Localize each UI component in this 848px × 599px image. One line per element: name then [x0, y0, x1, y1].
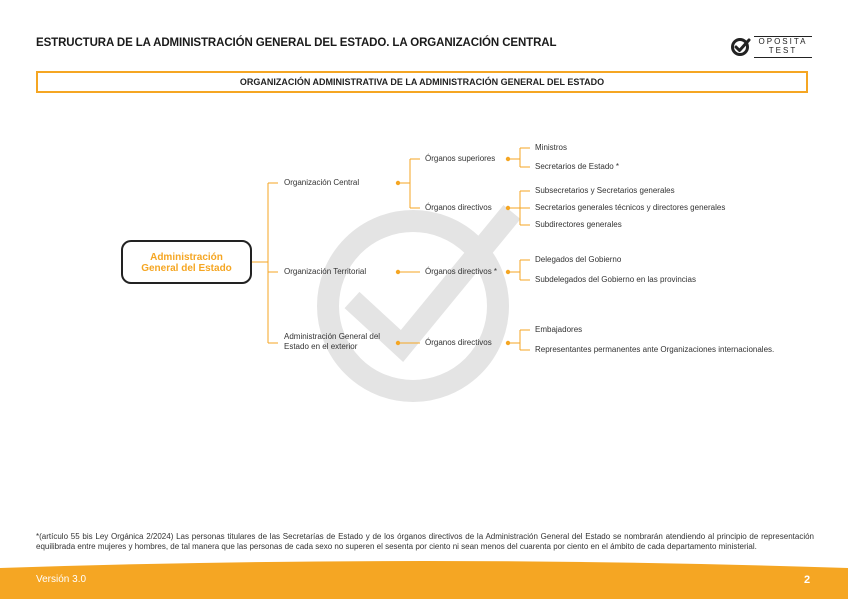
leaf-subdirectores: Subdirectores generales [535, 220, 622, 229]
leaf-ministros: Ministros [535, 143, 568, 152]
branch-exterior-line1: Administración General del [284, 332, 381, 341]
page-title: ESTRUCTURA DE LA ADMINISTRACIÓN GENERAL DEL ESTADO. LA ORGANIZACIÓN CENTRAL [36, 37, 557, 49]
branch-exterior [284, 332, 380, 352]
root-node-line2: General del Estado [141, 263, 232, 274]
leaf-secretarios-generales-tecnicos: Secretarios generales técnicos y directores generales [535, 203, 726, 212]
leaf-subsecretarios: Subsecretarios y Secretarios generales [535, 186, 675, 195]
branch-organizacion-central: Organización Central [284, 178, 360, 187]
logo-text-bottom: TEST [768, 46, 798, 55]
branch-organizacion-territorial: Organización Territorial [284, 267, 367, 276]
leaf-secretarios-estado: Secretarios de Estado * [535, 162, 620, 171]
footer-wave [0, 560, 848, 599]
leaf-representantes: Representantes permanentes ante Organizaciones internacionales. [535, 345, 775, 354]
leaf-embajadores: Embajadores [535, 325, 583, 334]
root-node [121, 240, 252, 284]
footnote: *(artículo 55 bis Ley Orgánica 2/2024) Las personas titulares de las Secretarías de Estado y de los órganos directivos de la Administración General del Estado se nombrarán atendiendo al principio de representación equilibrada entre mujeres y hombres, de tal manera que las personas de cada sexo no superen el sesenta por ciento ni sean menos del cuarenta por ciento en el ámbito de cada departamento ministerial. [36, 532, 814, 551]
node-organos-directivos-exterior: Órganos directivos [425, 338, 492, 347]
root-node-line1: Administración [150, 252, 223, 263]
branch-exterior-line2: Estado en el exterior [284, 342, 358, 351]
leaf-subdelegados: Subdelegados del Gobierno en las provincias [535, 275, 696, 284]
version-label: Versión 3.0 [36, 574, 87, 585]
logo-text-top: OPOSITA [758, 37, 808, 46]
node-organos-directivos-territorial: Órganos directivos * [425, 267, 498, 276]
page-number: 2 [804, 574, 811, 586]
node-organos-superiores: Órganos superiores [425, 154, 496, 163]
leaf-delegados: Delegados del Gobierno [535, 255, 622, 264]
node-organos-directivos-central: Órganos directivos [425, 203, 492, 212]
section-banner-text: ORGANIZACIÓN ADMINISTRATIVA DE LA ADMINISTRACIÓN GENERAL DEL ESTADO [239, 77, 605, 87]
